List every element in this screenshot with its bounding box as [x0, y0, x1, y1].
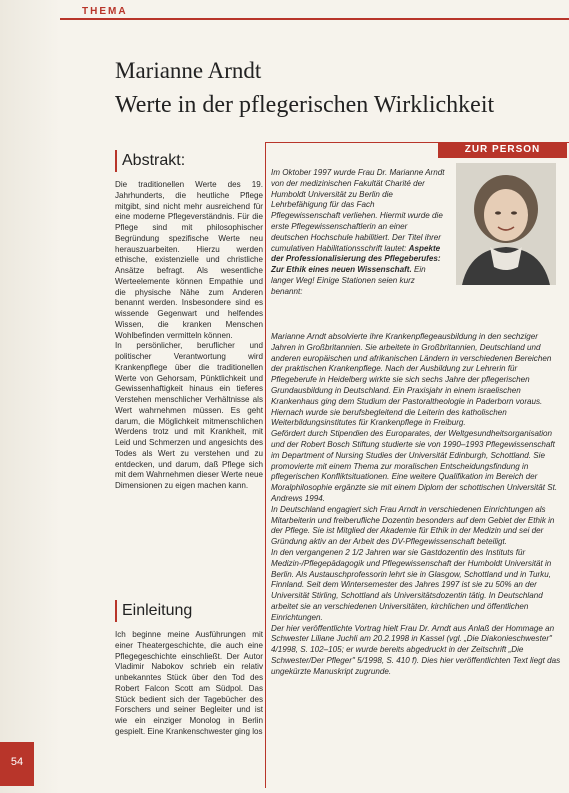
header-rule: [60, 18, 569, 20]
bio-paragraph-2: Gefördert durch Stipendien des Europarates, der Weltgesundheitsorganisation und der Robert Bosch Stiftung studierte sie von 1990–1993 Pflegewissenschaft im Department of Nursing Studies der Universität Edinburgh, Schottland. Sie promovierte mit einem Thema zur moralischen Entscheidungsfindung in pflegerischen Konfliktsituationen. Eine weitere Qualifikation im Bereich der Moralphilosophie ergänzte sie mit einem Diplom der schottischen Universität St. Andrews 1994.: [271, 429, 558, 503]
sidebar-bio: [271, 332, 561, 678]
sidebar-intro-text-end: Ein langer Weg! Einige Stationen seien kurz benannt:: [271, 265, 426, 296]
abstract-text: [115, 180, 263, 492]
author-photo: [456, 163, 556, 285]
article-author: Marianne Arndt: [115, 58, 262, 83]
habilitation-title: Aspekte der Professionalisierung des Pflegeberufes: Zur Ethik eines neuen Wissenschaft.: [271, 243, 441, 275]
sidebar-tag: ZUR PERSON: [438, 142, 567, 158]
sidebar-intro: [271, 160, 446, 306]
abstract-paragraph-2: In persönlicher, beruflicher und politischer Verantwortung wird Krankenpflege über die traditionellen Werte von Gehorsam, Pünktlichkeit und Gewissenhaftigkeit hinaus ein tieferes Verstehen menschlicher Verhältnisse als Wert wahrnehmen müssen. Es geht darum, die Möglichkeit mitmenschlichen Werdens trotz und mit Krankheit, mit Leid und Schmerzen und angesichts des Todes als Wert zu verstehen und zu entdecken, und darum, daß Pflege sich mit dem Wahrnehmen dieser Werte neue Dimensionen zu eigen machen kann.: [115, 341, 263, 490]
abstract-heading: Abstrakt:: [122, 152, 186, 169]
author-portrait-image: [456, 163, 556, 285]
section-label: THEMA: [82, 6, 128, 17]
sidebar-intro-text: Im Oktober 1997 wurde Frau Dr. Marianne Arndt von der medizinischen Fakultät Charité der Humboldt Universität zu Berlin die Lehrbefähigung für das Fach Pflegewissenschaft verliehen. Hiermit wurde die erste Pflegewissenschaftlerin an einer deutschen Hochschule habilitiert. Der Titel ihrer cumulativen Habilitationsschrift lautet:: [271, 168, 445, 253]
sidebar-intro-paragraph: [271, 168, 446, 298]
intro-heading: Einleitung: [122, 602, 193, 619]
bio-paragraph-3: In Deutschland engagiert sich Frau Arndt in verschiedenen Einrichtungen als Mitarbeiterin und freiberufliche Dozentin besonders auf dem Gebiet der Ethik in der Pflege. Sie ist Mitglied der Akademie für Ethik in der Medizin und sei der Gründung aktiv an der Arbeit des DV-Pflegewissenschaft beteiligt.: [271, 504, 555, 547]
binding-gutter: [0, 0, 60, 793]
intro-paragraph: Ich beginne meine Ausführungen mit einer Theatergeschichte, die auch eine Pflegegeschichte einschließt. Der Autor Vladimir Nabokov schrieb ein relativ unbekanntes Stück über den Tod des Robert Falcon Scott am Südpol. Das Stück bedient sich der Tagebücher des Forschers und seiner Begleiter und ist wie ein einziger Monolog in Berlin gespielt. Eine Krankenschwester ging los: [115, 630, 263, 736]
sidebar-left-rule: [265, 142, 266, 788]
intro-text: [115, 630, 263, 738]
intro-heading-marker: [115, 600, 117, 622]
abstract-heading-marker: [115, 150, 117, 172]
article-title: Werte in der pflegerischen Wirklichkeit: [115, 92, 495, 118]
bio-paragraph-4: In den vergangenen 2 1/2 Jahren war sie Gastdozentin des Instituts für Medizin-/Pflegepädagogik und Pflegewissenschaft der Humboldt Universität in Berlin. Als Austauschprofessorin lehrt sie in Glasgow, Schottland und in Turku, Finnland. Seit dem Wintersemester des Jahres 1997 ist sie zu 50% an der Universität Stirling, Schottland als Universitätsdozentin tätig. In Deutschland arbeitet sie an verschiedenen Universitäten, kirchlichen und öffentlichen Einrichtungen.: [271, 547, 552, 622]
bio-paragraph-5: Der hier veröffentlichte Vortrag hielt Frau Dr. Arndt aus Anlaß der Hommage an Schwester Liliane Juchli am 20.2.1998 in Kassel (vgl. „Die Diakonieschwester" 4/1998, S. 102–105; er wurde bereits abgedruckt in der Zeitschrift „Die Schwester/Der Pfleger" 5/1998, S. 410 f). Dies hier veröffentlichten Text liegt das ungekürzte Manuskript zugrunde.: [271, 623, 561, 676]
page-number: 54: [0, 742, 34, 786]
abstract-paragraph-1: Die traditionellen Werte des 19. Jahrhunderts, die heutliche Pflege mitgibt, sind nicht mehr ausreichend für eine moderne Pflegeverständnis. Für die Pflege sind mit philosophischer Begründung spezifische Werte neu herauszuarbeiten. Hierzu werden ethische, existenzielle und christliche Ansätze befragt. Als wesentliche Werteelemente können Empathie und die physische Nähe zum Anderen benannt werden. Insbesondere sind es wissende Gegenwart und helfendes Wissen, die kranken Menschen Wohlbefinden vermitteln können.: [115, 180, 263, 340]
bio-paragraph-1: Marianne Arndt absolvierte ihre Krankenpflegeausbildung in den sechziger Jahren in Großbritannien. Sie arbeitete in Großbritannien, Deutschland und anderen europäischen und afrikanischen Ländern in verschiedenen Bereichen der praktischen Krankenpflege. Nach der Ausbildung zur Lehrerin für Pflegeberufe in Heidelberg wirkte sie sich sechs Jahre der pflegerischen Grundausbildung in Deutschland. Ein Praxisjahr in einem israelischen Krankenhaus ging dem Studium der Pastoraltheologie in Paderborn voraus. Hiernach wurde sie berufsbegleitend die Leiterin des katholischen Weiterbildungsinstitutes für Krankenpflege in Freiburg.: [271, 332, 552, 428]
